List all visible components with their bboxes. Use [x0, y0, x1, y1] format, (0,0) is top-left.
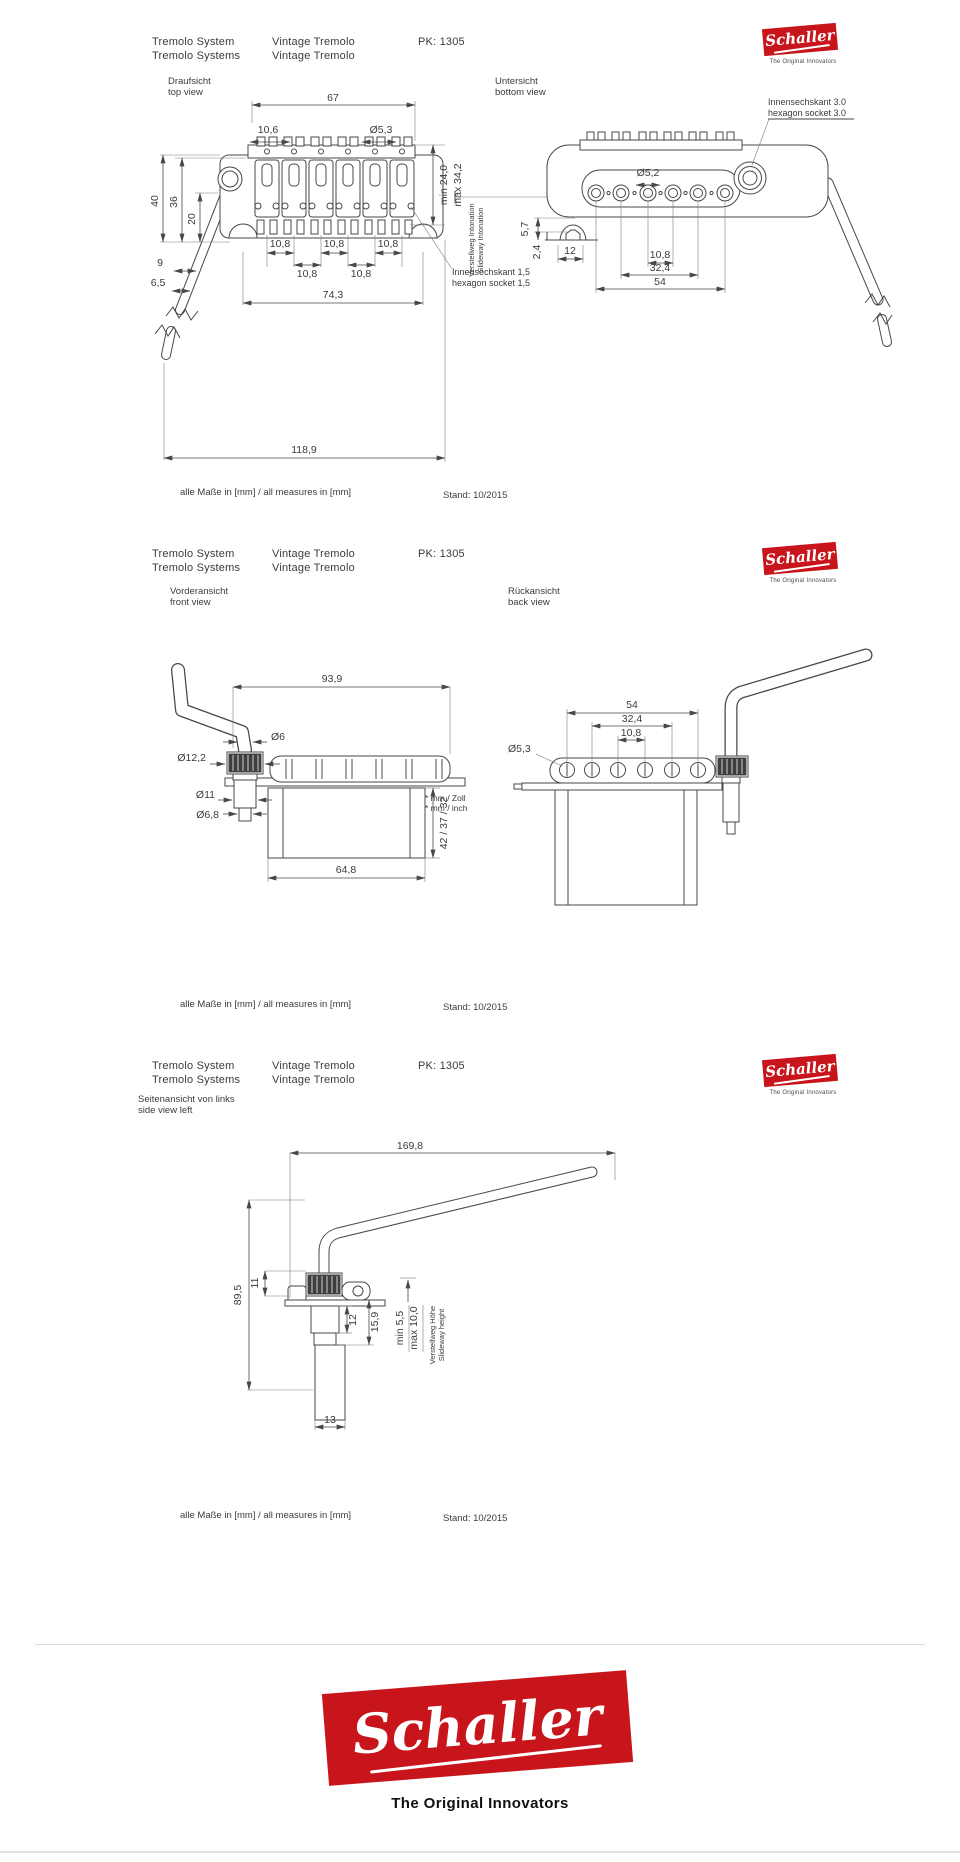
- dim-32-4-back: 32,4: [621, 713, 643, 725]
- bottom-view-label-de: Untersicht: [495, 76, 538, 87]
- top-view-label-de: Draufsicht: [168, 76, 211, 87]
- dim-max-10-0: max 10,0: [408, 1306, 420, 1350]
- schaller-logo-large: [325, 1682, 630, 1774]
- schaller-logo-text-large: Schaller: [350, 1683, 605, 1767]
- dim-11: 11: [249, 1277, 261, 1289]
- model-name-line2: Vintage Tremolo: [272, 49, 355, 62]
- schaller-logo-mark: [762, 23, 838, 56]
- page-bottom-rule: [0, 1851, 960, 1853]
- dim-67: 67: [327, 92, 339, 104]
- dim-74-3: 74,3: [322, 289, 344, 301]
- dim-12: 12: [564, 245, 576, 257]
- sheet1-model-title: [272, 36, 355, 63]
- dim-54-bottom: 54: [654, 276, 666, 288]
- dim-40: 40: [149, 195, 161, 207]
- dim-54-back: 54: [626, 699, 638, 711]
- dim-12-side: 12: [347, 1314, 359, 1326]
- product-name-de: Tremolo System: [152, 548, 235, 560]
- dim-89-5: 89,5: [232, 1284, 244, 1306]
- back-view-dimensions: [508, 699, 698, 766]
- side-view-label-en: side view left: [138, 1105, 193, 1116]
- schaller-tagline-small: The Original Innovators: [769, 578, 837, 584]
- dim-dia-5-2: Ø5,2: [636, 167, 660, 179]
- dim-min-5-5: min 5,5: [394, 1310, 406, 1346]
- schaller-logo-mark: [762, 1054, 838, 1087]
- sheet3-model-title: [272, 1060, 355, 1087]
- product-name-en: Tremolo Systems: [152, 49, 241, 62]
- sheet2-revision-date: Stand: 10/2015: [443, 1002, 508, 1013]
- dim-15-9: 15,9: [369, 1311, 381, 1333]
- dim-dia-5-3: Ø5,3: [369, 124, 393, 136]
- bottom-view-label-en: bottom view: [495, 87, 546, 98]
- footer-divider: [35, 1644, 925, 1645]
- sheet1-revision-date: Stand: 10/2015: [443, 490, 508, 501]
- dim-pitch-1: 10,8: [269, 238, 291, 250]
- dim-10-8-back: 10,8: [620, 727, 642, 739]
- front-view-drawing: [120, 630, 480, 930]
- dim-64-8: 64,8: [335, 864, 357, 876]
- sheet1-measure-note: alle Maße in [mm] / all measures in [mm]: [180, 487, 352, 498]
- back-view-label-en: back view: [508, 597, 550, 608]
- bottom-view-drawing: [450, 95, 910, 345]
- side-view-label-de: Seitenansicht von links: [138, 1094, 235, 1105]
- arm-pivot: [218, 167, 242, 191]
- product-name-de: Tremolo System: [152, 1060, 235, 1072]
- dim-93-9: 93,9: [321, 673, 343, 685]
- slideway-height-en: Slideway height: [437, 1308, 446, 1362]
- dim-pitch-5: 10,8: [350, 268, 372, 280]
- schaller-logo-small-1: [763, 26, 843, 65]
- dim-118-9: 118,9: [291, 444, 317, 456]
- dim-9: 9: [157, 257, 163, 269]
- model-name-line1: Vintage Tremolo: [272, 548, 355, 560]
- units-note-mm-inch: * mm / inch: [425, 803, 468, 813]
- dim-pitch-4: 10,8: [296, 268, 318, 280]
- back-view-drawing: [470, 600, 950, 930]
- dim-32-4-bottom: 32,4: [649, 262, 671, 274]
- sustain-block-front: [268, 788, 425, 858]
- sheet2-pk-number: PK: 1305: [418, 548, 465, 560]
- sheet3-product-title: [152, 1060, 240, 1087]
- hex-socket-1-5-de: Innensechskant 1,5: [452, 267, 531, 277]
- tremolo-arm-top: [155, 182, 230, 355]
- bridge-side: [285, 1273, 385, 1420]
- dim-20: 20: [186, 213, 198, 225]
- spring-claw-section: [545, 225, 598, 240]
- sheet1-pk-number: PK: 1305: [418, 36, 465, 48]
- dim-min-24: min 24,0: [438, 164, 450, 206]
- hex-socket-3-0-de: Innensechskant 3.0: [768, 97, 847, 107]
- slideway-intonation-en: Slideway Intonation: [476, 207, 485, 273]
- tremolo-arm-side: [324, 1172, 592, 1278]
- tremolo-arm-bottom: [828, 183, 892, 342]
- sheet2-model-title: [272, 548, 355, 575]
- sheet2-measure-note: alle Maße in [mm] / all measures in [mm]: [180, 999, 352, 1010]
- front-view-label-en: front view: [170, 597, 211, 608]
- model-name-line1: Vintage Tremolo: [272, 1060, 355, 1072]
- dim-pitch-2: 10,8: [323, 238, 345, 250]
- hex-socket-1-5-en: hexagon socket 1,5: [452, 278, 531, 288]
- sheet3-revision-date: Stand: 10/2015: [443, 1513, 508, 1524]
- top-view-label-en: top view: [168, 87, 203, 98]
- schaller-tagline-large: The Original Innovators: [391, 1795, 569, 1812]
- dim-dia-11: Ø11: [195, 789, 215, 801]
- dim-10-6: 10,6: [257, 124, 279, 136]
- sheet1-product-title: [152, 36, 240, 63]
- schaller-logo-small-2: [763, 545, 843, 584]
- schaller-logo-text: Schaller: [764, 545, 836, 569]
- dim-dia-5-3-back: Ø5,3: [508, 743, 531, 755]
- sheet2-product-title: [152, 548, 240, 575]
- schaller-logo-text: Schaller: [764, 1057, 836, 1081]
- side-view-drawing: [195, 1140, 640, 1490]
- dim-dia-12-2: Ø12,2: [177, 752, 206, 764]
- product-name-en: Tremolo Systems: [152, 1073, 241, 1086]
- model-name-line1: Vintage Tremolo: [272, 36, 355, 48]
- tension-knob: [734, 162, 766, 194]
- arm-knob-back: [716, 756, 748, 834]
- sheet3-pk-number: PK: 1305: [418, 1060, 465, 1072]
- dim-36: 36: [168, 196, 180, 208]
- front-view-label-de: Vorderansicht: [170, 586, 229, 597]
- dim-42-37-32: 42 / 37 / 32: [438, 796, 450, 850]
- units-note: [425, 793, 468, 813]
- dim-169-8: 169,8: [396, 1140, 424, 1152]
- dim-dia-6: Ø6: [271, 731, 286, 743]
- units-note-mm-zoll: * mm / Zoll: [425, 793, 466, 803]
- product-name-en: Tremolo Systems: [152, 561, 241, 574]
- model-name-line2: Vintage Tremolo: [272, 561, 355, 574]
- slideway-intonation-de: Verstellweg Intonation: [467, 203, 476, 277]
- dim-2-4: 2,4: [531, 244, 543, 260]
- dim-dia-6-8: Ø6,8: [196, 809, 219, 821]
- dim-5-7: 5,7: [519, 221, 531, 237]
- dim-10-8-bottom: 10,8: [649, 249, 671, 261]
- schaller-logo-mark-large: [322, 1670, 633, 1786]
- front-view-label: [170, 586, 228, 608]
- sustain-block-back: [555, 790, 697, 905]
- schaller-logo-text: Schaller: [764, 26, 836, 50]
- dim-6-5: 6,5: [150, 277, 166, 289]
- model-name-line2: Vintage Tremolo: [272, 1073, 355, 1086]
- tremolo-arm-front: [178, 670, 245, 750]
- dim-max-34-2: max 34,2: [452, 163, 464, 207]
- baseplate-back: [514, 758, 722, 790]
- hex-socket-3-0-en: hexagon socket 3.0: [768, 108, 847, 118]
- slideway-height-de: Verstellweg Höhe: [428, 1305, 437, 1365]
- tremolo-arm-back: [731, 655, 866, 758]
- schaller-tagline-small: The Original Innovators: [769, 1090, 837, 1096]
- sheet3-measure-note: alle Maße in [mm] / all measures in [mm]: [180, 1510, 352, 1521]
- back-view-label-de: Rückansicht: [508, 586, 560, 597]
- side-view-label: [138, 1094, 235, 1116]
- schaller-logo-small-3: [763, 1057, 843, 1096]
- dim-13: 13: [324, 1414, 336, 1426]
- dim-pitch-3: 10,8: [377, 238, 399, 250]
- product-name-de: Tremolo System: [152, 36, 235, 48]
- schaller-tagline-small: The Original Innovators: [769, 59, 837, 65]
- schaller-logo-mark: [762, 542, 838, 575]
